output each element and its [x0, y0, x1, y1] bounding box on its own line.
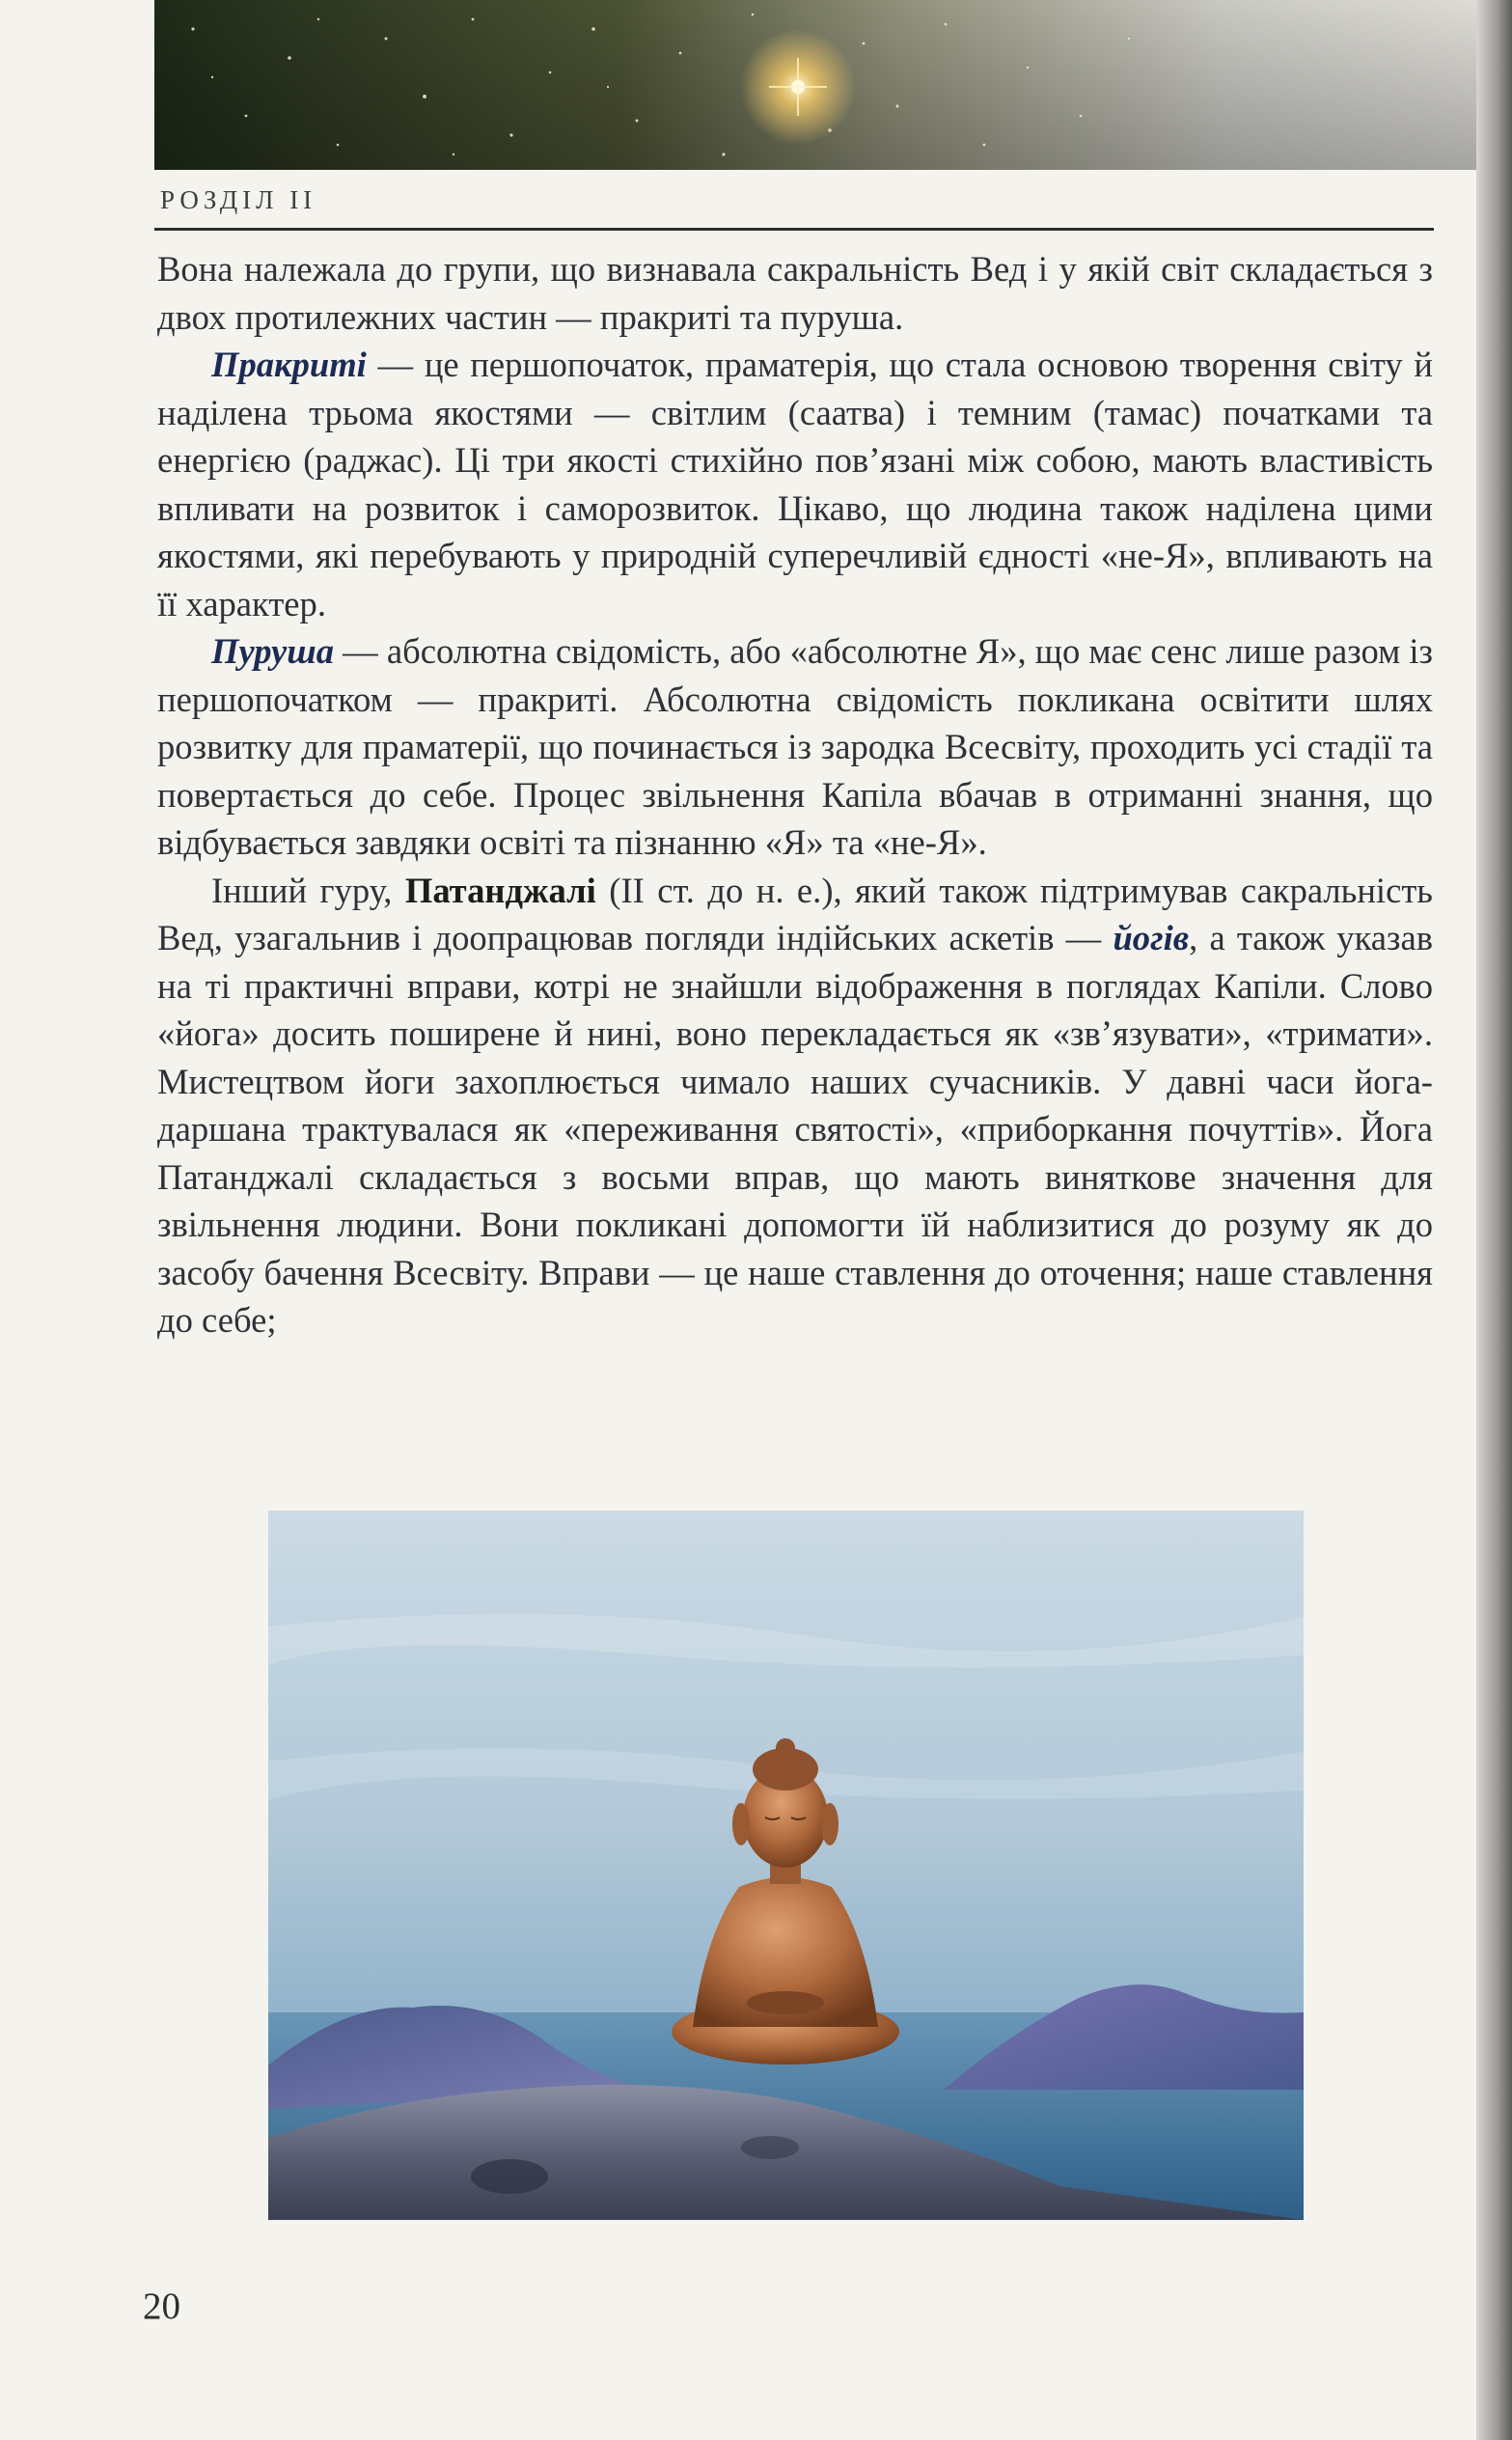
text-run: — абсолютна свідомість, або «абсолютне Я», що має сенс лише разом із першопочатком — пракриті. Абсолютна свідомість покликана освітити шлях розвитку для праматерії, що починається із зародка Всесвіту, проходить усі стадії та повертається до себе. Процес звільнення Капіла вбачав в отриманні знання, що відбувається завдяки освіті та пізнанню «Я» та «не-Я».	[157, 631, 1433, 862]
term-yogis: йогів	[1113, 918, 1190, 957]
page-number: 20	[143, 2286, 180, 2327]
star-field-illustration	[154, 0, 1489, 170]
text-run: , а також указав на ті практичні вправи, котрі не знайшли відображення в поглядах Капіли. Слово «йога» досить поширене й нині, воно перекладається як «зв’язувати», «тримати». Мистецтвом йоги захоплюється чимало наших сучасників. У давні часи йога-даршана трактувалася як «переживання святості», «приборкання почуттів». Йога Патанджалі складається з восьми вправ, що мають виняткове значення для звільнення людини. Вони покликані допомогти їй наблизитися до розуму як до засобу бачення Всесвіту. Вправи — це наше ставлення до оточення; наше ставлення до себе;	[157, 918, 1433, 1340]
buddha-illustration	[268, 1511, 1304, 2220]
paragraph-patanjali	[157, 867, 1433, 1345]
paragraph-prakriti	[157, 341, 1433, 627]
text-run: — це першопочаток, праматерія, що стала основою творення світу й наділена трьома якостями — світлим (саатва) і темним (тамас) початками та енергією (раджас). Ці три якості стихійно пов’язані між собою, мають властивість впливати на розвиток і саморозвиток. Цікаво, що людина також наділена цими якостями, які перебувають у природній суперечливій єдності «не-Я», впливають на її характер.	[157, 345, 1433, 624]
text-run: Інший гуру,	[211, 870, 405, 910]
section-label: РОЗДІЛ II	[160, 185, 317, 214]
term-purusha: Пуруша	[211, 631, 335, 671]
term-prakriti: Пракриті	[211, 345, 367, 384]
buddha-figure	[268, 1511, 1304, 2220]
header-rule	[154, 228, 1434, 231]
page-edge-shadow	[1476, 0, 1512, 2440]
name-patanjali: Патанджалі	[404, 870, 596, 910]
paragraph-intro	[157, 245, 1433, 341]
text-run: (II ст. до н. е.), який також підтримував сакральність Вед, узагальнив і доопрацював погляди індійських аскетів —	[157, 870, 1433, 957]
paragraph-purusha	[157, 627, 1433, 867]
star-field-banner	[154, 0, 1489, 170]
body-text	[157, 245, 1433, 1345]
text-run: Вона належала до групи, що визнавала сакральність Вед і у якій світ складається з двох протилежних частин — пракриті та пуруша.	[157, 249, 1433, 337]
